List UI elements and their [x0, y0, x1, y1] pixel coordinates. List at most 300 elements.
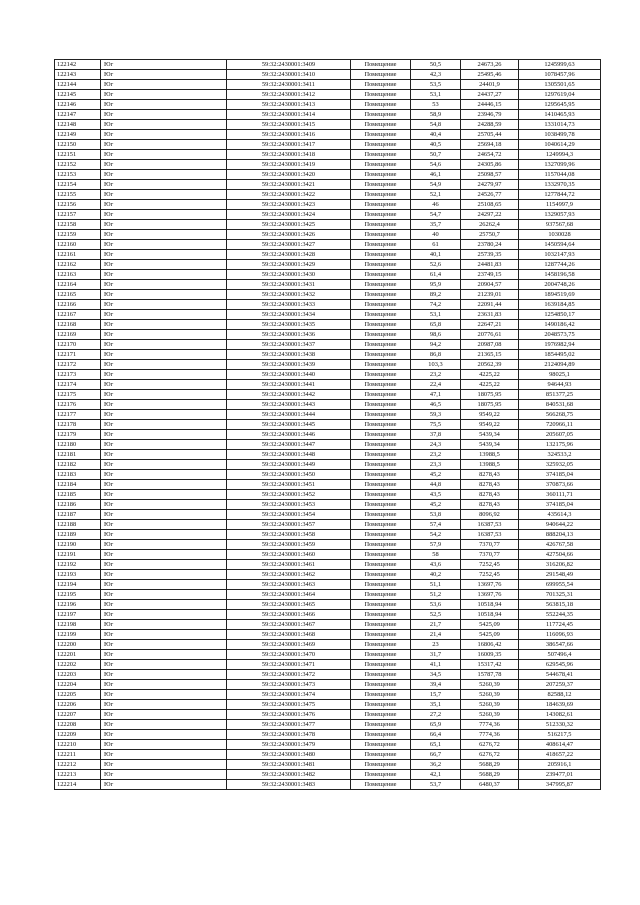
table-body — [55, 60, 601, 790]
cadastral-value-cell: 239477,01 — [519, 770, 601, 780]
object-type-cell: Помещение — [351, 110, 411, 120]
object-type-cell: Помещение — [351, 530, 411, 540]
district-cell: Юг — [101, 70, 227, 80]
record-number-cell: 122212 — [55, 760, 101, 770]
cadastral-number-cell: 59:32:2430001:3410 — [227, 70, 351, 80]
cadastral-value-cell: 940644,22 — [519, 520, 601, 530]
cadastral-value-cell: 374185,04 — [519, 500, 601, 510]
object-type-cell: Помещение — [351, 770, 411, 780]
object-type-cell: Помещение — [351, 420, 411, 430]
table-row — [55, 370, 601, 380]
district-cell: Юг — [101, 230, 227, 240]
cadastral-number-cell: 59:32:2430001:3441 — [227, 380, 351, 390]
table-row — [55, 430, 601, 440]
unit-value-cell: 24279,97 — [461, 180, 519, 190]
table-row — [55, 110, 601, 120]
table-row — [55, 750, 601, 760]
cadastral-number-cell: 59:32:2430001:3460 — [227, 550, 351, 560]
area-cell: 21,4 — [411, 630, 461, 640]
record-number-cell: 122203 — [55, 670, 101, 680]
object-type-cell: Помещение — [351, 160, 411, 170]
cadastral-number-cell: 59:32:2430001:3450 — [227, 470, 351, 480]
record-number-cell: 122143 — [55, 70, 101, 80]
cadastral-number-cell: 59:32:2430001:3418 — [227, 150, 351, 160]
object-type-cell: Помещение — [351, 120, 411, 130]
record-number-cell: 122196 — [55, 600, 101, 610]
table-row — [55, 310, 601, 320]
object-type-cell: Помещение — [351, 240, 411, 250]
object-type-cell: Помещение — [351, 430, 411, 440]
cadastral-number-cell: 59:32:2430001:3416 — [227, 130, 351, 140]
cadastral-value-cell: 143082,61 — [519, 710, 601, 720]
record-number-cell: 122163 — [55, 270, 101, 280]
area-cell: 61 — [411, 240, 461, 250]
area-cell: 22,4 — [411, 380, 461, 390]
cadastral-value-cell: 386547,66 — [519, 640, 601, 650]
district-cell: Юг — [101, 520, 227, 530]
table-row — [55, 640, 601, 650]
unit-value-cell: 7774,36 — [461, 720, 519, 730]
cadastral-number-cell: 59:32:2430001:3459 — [227, 540, 351, 550]
unit-value-cell: 16009,35 — [461, 650, 519, 660]
cadastral-value-cell: 1030028 — [519, 230, 601, 240]
object-type-cell: Помещение — [351, 450, 411, 460]
area-cell: 23 — [411, 640, 461, 650]
table-row — [55, 140, 601, 150]
area-cell: 53,6 — [411, 600, 461, 610]
cadastral-number-cell: 59:32:2430001:3428 — [227, 250, 351, 260]
unit-value-cell: 25705,44 — [461, 130, 519, 140]
record-number-cell: 122195 — [55, 590, 101, 600]
area-cell: 46,5 — [411, 400, 461, 410]
record-number-cell: 122193 — [55, 570, 101, 580]
cadastral-number-cell: 59:32:2430001:3447 — [227, 440, 351, 450]
table-row — [55, 70, 601, 80]
district-cell: Юг — [101, 680, 227, 690]
object-type-cell: Помещение — [351, 360, 411, 370]
table-row — [55, 270, 601, 280]
table-row — [55, 600, 601, 610]
unit-value-cell: 23780,24 — [461, 240, 519, 250]
cadastral-value-cell: 1329057,93 — [519, 210, 601, 220]
district-cell: Юг — [101, 400, 227, 410]
district-cell: Юг — [101, 120, 227, 130]
cadastral-number-cell: 59:32:2430001:3479 — [227, 740, 351, 750]
record-number-cell: 122167 — [55, 310, 101, 320]
cadastral-value-cell: 316206,82 — [519, 560, 601, 570]
object-type-cell: Помещение — [351, 410, 411, 420]
district-cell: Юг — [101, 430, 227, 440]
area-cell: 65,8 — [411, 320, 461, 330]
cadastral-value-cell: 507496,4 — [519, 650, 601, 660]
cadastral-number-cell: 59:32:2430001:3481 — [227, 760, 351, 770]
unit-value-cell: 25098,57 — [461, 170, 519, 180]
table-row — [55, 60, 601, 70]
object-type-cell: Помещение — [351, 90, 411, 100]
district-cell: Юг — [101, 450, 227, 460]
district-cell: Юг — [101, 380, 227, 390]
unit-value-cell: 25694,18 — [461, 140, 519, 150]
cadastral-number-cell: 59:32:2430001:3458 — [227, 530, 351, 540]
area-cell: 23,2 — [411, 370, 461, 380]
record-number-cell: 122171 — [55, 350, 101, 360]
area-cell: 15,7 — [411, 690, 461, 700]
record-number-cell: 122172 — [55, 360, 101, 370]
area-cell: 54,6 — [411, 160, 461, 170]
district-cell: Юг — [101, 600, 227, 610]
cadastral-value-cell: 291548,49 — [519, 570, 601, 580]
unit-value-cell: 25108,65 — [461, 200, 519, 210]
record-number-cell: 122166 — [55, 300, 101, 310]
cadastral-number-cell: 59:32:2430001:3435 — [227, 320, 351, 330]
area-cell: 54,8 — [411, 120, 461, 130]
unit-value-cell: 25739,35 — [461, 250, 519, 260]
cadastral-value-cell: 1854495,02 — [519, 350, 601, 360]
district-cell: Юг — [101, 340, 227, 350]
cadastral-number-cell: 59:32:2430001:3442 — [227, 390, 351, 400]
record-number-cell: 122185 — [55, 490, 101, 500]
object-type-cell: Помещение — [351, 720, 411, 730]
record-number-cell: 122159 — [55, 230, 101, 240]
unit-value-cell: 20987,08 — [461, 340, 519, 350]
cadastral-number-cell: 59:32:2430001:3464 — [227, 590, 351, 600]
table-row — [55, 120, 601, 130]
table-row — [55, 690, 601, 700]
district-cell: Юг — [101, 760, 227, 770]
cadastral-number-cell: 59:32:2430001:3411 — [227, 80, 351, 90]
table-row — [55, 390, 601, 400]
area-cell: 51,2 — [411, 590, 461, 600]
object-type-cell: Помещение — [351, 150, 411, 160]
unit-value-cell: 5439,34 — [461, 440, 519, 450]
district-cell: Юг — [101, 590, 227, 600]
district-cell: Юг — [101, 620, 227, 630]
unit-value-cell: 6480,37 — [461, 780, 519, 790]
cadastral-value-cell: 325932,05 — [519, 460, 601, 470]
cadastral-value-cell: 851377,25 — [519, 390, 601, 400]
record-number-cell: 122204 — [55, 680, 101, 690]
table-row — [55, 610, 601, 620]
object-type-cell: Помещение — [351, 220, 411, 230]
area-cell: 61,4 — [411, 270, 461, 280]
cadastral-number-cell: 59:32:2430001:3439 — [227, 360, 351, 370]
cadastral-number-cell: 59:32:2430001:3449 — [227, 460, 351, 470]
area-cell: 52,5 — [411, 610, 461, 620]
table-row — [55, 550, 601, 560]
table-row — [55, 410, 601, 420]
table-row — [55, 480, 601, 490]
record-number-cell: 122165 — [55, 290, 101, 300]
area-cell: 45,2 — [411, 500, 461, 510]
table-row — [55, 520, 601, 530]
record-number-cell: 122162 — [55, 260, 101, 270]
record-number-cell: 122154 — [55, 180, 101, 190]
unit-value-cell: 24305,86 — [461, 160, 519, 170]
district-cell: Юг — [101, 180, 227, 190]
cadastral-value-cell: 205607,05 — [519, 430, 601, 440]
table-row — [55, 220, 601, 230]
record-number-cell: 122152 — [55, 160, 101, 170]
district-cell: Юг — [101, 390, 227, 400]
cadastral-value-cell: 324533,2 — [519, 450, 601, 460]
cadastral-value-cell: 116096,93 — [519, 630, 601, 640]
cadastral-value-cell: 132175,96 — [519, 440, 601, 450]
district-cell: Юг — [101, 530, 227, 540]
cadastral-value-cell: 347995,87 — [519, 780, 601, 790]
object-type-cell: Помещение — [351, 70, 411, 80]
unit-value-cell: 15787,78 — [461, 670, 519, 680]
area-cell: 103,3 — [411, 360, 461, 370]
object-type-cell: Помещение — [351, 290, 411, 300]
object-type-cell: Помещение — [351, 170, 411, 180]
area-cell: 43,5 — [411, 490, 461, 500]
cadastral-value-cell: 2048573,75 — [519, 330, 601, 340]
cadastral-value-cell: 1078457,96 — [519, 70, 601, 80]
area-cell: 40,2 — [411, 570, 461, 580]
area-cell: 54,2 — [411, 530, 461, 540]
cadastral-value-cell: 1305501,65 — [519, 80, 601, 90]
cadastral-value-cell: 1154997,9 — [519, 200, 601, 210]
cadastral-number-cell: 59:32:2430001:3452 — [227, 490, 351, 500]
table-row — [55, 80, 601, 90]
cadastral-number-cell: 59:32:2430001:3417 — [227, 140, 351, 150]
object-type-cell: Помещение — [351, 490, 411, 500]
cadastral-number-cell: 59:32:2430001:3421 — [227, 180, 351, 190]
table-row — [55, 460, 601, 470]
cadastral-value-cell: 1410465,93 — [519, 110, 601, 120]
record-number-cell: 122213 — [55, 770, 101, 780]
district-cell: Юг — [101, 100, 227, 110]
object-type-cell: Помещение — [351, 480, 411, 490]
table-row — [55, 260, 601, 270]
district-cell: Юг — [101, 610, 227, 620]
unit-value-cell: 8096,92 — [461, 510, 519, 520]
cadastral-value-cell: 370873,66 — [519, 480, 601, 490]
area-cell: 40 — [411, 230, 461, 240]
area-cell: 59,3 — [411, 410, 461, 420]
district-cell: Юг — [101, 660, 227, 670]
area-cell: 34,5 — [411, 670, 461, 680]
unit-value-cell: 26262,4 — [461, 220, 519, 230]
unit-value-cell: 23631,83 — [461, 310, 519, 320]
unit-value-cell: 8278,43 — [461, 470, 519, 480]
record-number-cell: 122189 — [55, 530, 101, 540]
cadastral-value-cell: 360111,71 — [519, 490, 601, 500]
district-cell: Юг — [101, 140, 227, 150]
cadastral-number-cell: 59:32:2430001:3423 — [227, 200, 351, 210]
unit-value-cell: 24654,72 — [461, 150, 519, 160]
table-row — [55, 420, 601, 430]
district-cell: Юг — [101, 710, 227, 720]
cadastral-number-cell: 59:32:2430001:3412 — [227, 90, 351, 100]
cadastral-value-cell: 1032147,93 — [519, 250, 601, 260]
cadastral-value-cell: 1458196,58 — [519, 270, 601, 280]
area-cell: 46,1 — [411, 170, 461, 180]
object-type-cell: Помещение — [351, 100, 411, 110]
unit-value-cell: 23749,15 — [461, 270, 519, 280]
district-cell: Юг — [101, 640, 227, 650]
record-number-cell: 122177 — [55, 410, 101, 420]
district-cell: Юг — [101, 350, 227, 360]
record-number-cell: 122151 — [55, 150, 101, 160]
record-number-cell: 122191 — [55, 550, 101, 560]
object-type-cell: Помещение — [351, 230, 411, 240]
area-cell: 53,5 — [411, 80, 461, 90]
unit-value-cell: 13697,76 — [461, 580, 519, 590]
cadastral-value-cell: 516217,5 — [519, 730, 601, 740]
object-type-cell: Помещение — [351, 210, 411, 220]
table-row — [55, 300, 601, 310]
cadastral-number-cell: 59:32:2430001:3471 — [227, 660, 351, 670]
cadastral-number-cell: 59:32:2430001:3473 — [227, 680, 351, 690]
area-cell: 36,2 — [411, 760, 461, 770]
object-type-cell: Помещение — [351, 570, 411, 580]
cadastral-number-cell: 59:32:2430001:3413 — [227, 100, 351, 110]
area-cell: 66,4 — [411, 730, 461, 740]
object-type-cell: Помещение — [351, 700, 411, 710]
cadastral-value-cell: 563815,18 — [519, 600, 601, 610]
area-cell: 47,1 — [411, 390, 461, 400]
area-cell: 31,7 — [411, 650, 461, 660]
record-number-cell: 122202 — [55, 660, 101, 670]
record-number-cell: 122153 — [55, 170, 101, 180]
district-cell: Юг — [101, 780, 227, 790]
cadastral-number-cell: 59:32:2430001:3482 — [227, 770, 351, 780]
district-cell: Юг — [101, 540, 227, 550]
area-cell: 35,7 — [411, 220, 461, 230]
unit-value-cell: 22091,44 — [461, 300, 519, 310]
cadastral-value-cell: 1277844,72 — [519, 190, 601, 200]
object-type-cell: Помещение — [351, 510, 411, 520]
record-number-cell: 122183 — [55, 470, 101, 480]
record-number-cell: 122190 — [55, 540, 101, 550]
area-cell: 57,9 — [411, 540, 461, 550]
table-row — [55, 450, 601, 460]
record-number-cell: 122207 — [55, 710, 101, 720]
table-row — [55, 560, 601, 570]
record-number-cell: 122170 — [55, 340, 101, 350]
cadastral-number-cell: 59:32:2430001:3467 — [227, 620, 351, 630]
unit-value-cell: 18075,95 — [461, 390, 519, 400]
unit-value-cell: 5688,29 — [461, 760, 519, 770]
table-row — [55, 130, 601, 140]
cadastral-number-cell: 59:32:2430001:3478 — [227, 730, 351, 740]
unit-value-cell: 16387,53 — [461, 520, 519, 530]
table-row — [55, 200, 601, 210]
object-type-cell: Помещение — [351, 470, 411, 480]
object-type-cell: Помещение — [351, 780, 411, 790]
object-type-cell: Помещение — [351, 670, 411, 680]
cadastral-number-cell: 59:32:2430001:3468 — [227, 630, 351, 640]
object-type-cell: Помещение — [351, 630, 411, 640]
district-cell: Юг — [101, 90, 227, 100]
record-number-cell: 122158 — [55, 220, 101, 230]
table-row — [55, 510, 601, 520]
cadastral-value-cell: 552244,35 — [519, 610, 601, 620]
object-type-cell: Помещение — [351, 710, 411, 720]
table-row — [55, 470, 601, 480]
unit-value-cell: 24437,27 — [461, 90, 519, 100]
table-row — [55, 330, 601, 340]
area-cell: 39,4 — [411, 680, 461, 690]
area-cell: 95,9 — [411, 280, 461, 290]
area-cell: 53,8 — [411, 510, 461, 520]
object-type-cell: Помещение — [351, 340, 411, 350]
area-cell: 98,6 — [411, 330, 461, 340]
object-type-cell: Помещение — [351, 370, 411, 380]
cadastral-number-cell: 59:32:2430001:3431 — [227, 280, 351, 290]
cadastral-number-cell: 59:32:2430001:3420 — [227, 170, 351, 180]
record-number-cell: 122181 — [55, 450, 101, 460]
district-cell: Юг — [101, 190, 227, 200]
cadastral-number-cell: 59:32:2430001:3466 — [227, 610, 351, 620]
cadastral-value-cell: 435614,3 — [519, 510, 601, 520]
cadastral-number-cell: 59:32:2430001:3475 — [227, 700, 351, 710]
unit-value-cell: 24673,26 — [461, 60, 519, 70]
object-type-cell: Помещение — [351, 190, 411, 200]
unit-value-cell: 5425,09 — [461, 620, 519, 630]
table-row — [55, 680, 601, 690]
record-number-cell: 122206 — [55, 700, 101, 710]
area-cell: 89,2 — [411, 290, 461, 300]
cadastral-value-cell: 374185,04 — [519, 470, 601, 480]
object-type-cell: Помещение — [351, 330, 411, 340]
table-row — [55, 670, 601, 680]
cadastral-number-cell: 59:32:2430001:3426 — [227, 230, 351, 240]
cadastral-value-cell: 1327099,96 — [519, 160, 601, 170]
table-row — [55, 360, 601, 370]
district-cell: Юг — [101, 700, 227, 710]
district-cell: Юг — [101, 290, 227, 300]
unit-value-cell: 5688,29 — [461, 770, 519, 780]
area-cell: 40,4 — [411, 130, 461, 140]
unit-value-cell: 5260,39 — [461, 690, 519, 700]
area-cell: 94,2 — [411, 340, 461, 350]
cadastral-value-cell: 699955,54 — [519, 580, 601, 590]
cadastral-value-cell: 544678,41 — [519, 670, 601, 680]
cadastral-number-cell: 59:32:2430001:3444 — [227, 410, 351, 420]
table-row — [55, 650, 601, 660]
table-row — [55, 730, 601, 740]
record-number-cell: 122199 — [55, 630, 101, 640]
record-number-cell: 122145 — [55, 90, 101, 100]
cadastral-number-cell: 59:32:2430001:3432 — [227, 290, 351, 300]
area-cell: 44,8 — [411, 480, 461, 490]
object-type-cell: Помещение — [351, 310, 411, 320]
object-type-cell: Помещение — [351, 610, 411, 620]
object-type-cell: Помещение — [351, 560, 411, 570]
cadastral-number-cell: 59:32:2430001:3461 — [227, 560, 351, 570]
unit-value-cell: 16387,53 — [461, 530, 519, 540]
unit-value-cell: 24401,9 — [461, 80, 519, 90]
cadastral-value-cell: 1157044,08 — [519, 170, 601, 180]
cadastral-number-cell: 59:32:2430001:3430 — [227, 270, 351, 280]
area-cell: 43,6 — [411, 560, 461, 570]
district-cell: Юг — [101, 690, 227, 700]
record-number-cell: 122174 — [55, 380, 101, 390]
object-type-cell: Помещение — [351, 80, 411, 90]
cadastral-value-cell: 1490186,42 — [519, 320, 601, 330]
cadastral-value-cell: 1295645,95 — [519, 100, 601, 110]
area-cell: 52,6 — [411, 260, 461, 270]
object-type-cell: Помещение — [351, 180, 411, 190]
area-cell: 54,9 — [411, 180, 461, 190]
object-type-cell: Помещение — [351, 380, 411, 390]
unit-value-cell: 9549,22 — [461, 420, 519, 430]
area-cell: 23,2 — [411, 450, 461, 460]
cadastral-number-cell: 59:32:2430001:3448 — [227, 450, 351, 460]
record-number-cell: 122188 — [55, 520, 101, 530]
